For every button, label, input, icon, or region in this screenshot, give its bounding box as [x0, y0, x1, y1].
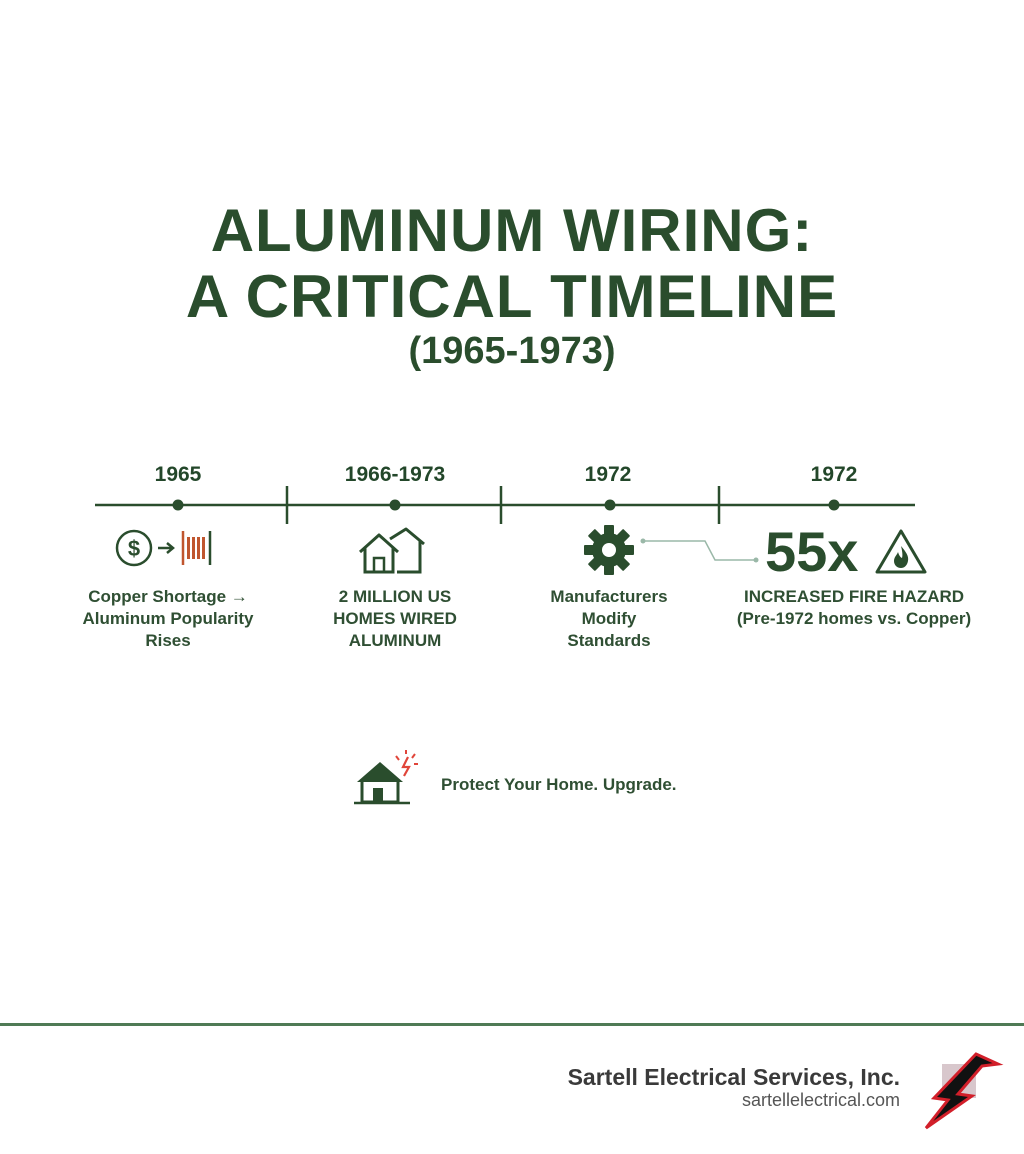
title-line-2: A CRITICAL TIMELINE — [185, 263, 839, 330]
desc-3-line-2: Modify — [581, 609, 637, 628]
timeline-dot-2 — [390, 500, 401, 511]
footer-divider — [0, 1023, 1024, 1026]
desc-2-line-3: ALUMINUM — [348, 631, 442, 650]
timeline-year-3: 1972 — [584, 463, 632, 486]
company-name: Sartell Electrical Services, Inc. — [567, 1064, 900, 1090]
desc-3-line-1: Manufacturers — [550, 587, 668, 606]
timeline-desc-3 — [489, 586, 729, 652]
fire-warning-icon — [874, 527, 928, 575]
timeline-year-2: 1966-1973 — [344, 463, 446, 486]
timeline-desc-1 — [48, 586, 288, 652]
cta-text: Protect Your Home. Upgrade. — [441, 775, 677, 794]
connector-dot-end — [754, 558, 759, 563]
connector-dot-start — [641, 539, 646, 544]
timeline-dot-3 — [605, 500, 616, 511]
desc-4-line-1: INCREASED FIRE HAZARD — [743, 587, 965, 606]
timeline-year-1: 1965 — [154, 463, 202, 486]
dollar-to-wire-icon — [114, 528, 218, 570]
title-line-1: ALUMINUM WIRING: — [210, 197, 814, 264]
timeline-dot-1 — [173, 500, 184, 511]
svg-text:$: $ — [127, 536, 141, 561]
fire-hazard-stat: 55x — [765, 520, 859, 583]
desc-1-line-1: Copper Shortage → — [88, 587, 248, 606]
desc-4-line-2: (Pre-1972 homes vs. Copper) — [736, 609, 972, 628]
website-link[interactable]: sartellelectrical.com — [741, 1090, 900, 1110]
timeline-year-4: 1972 — [810, 463, 858, 486]
lightning-bolt-logo — [918, 1048, 1004, 1134]
house-spark-icon — [352, 748, 422, 806]
timeline-dot-4 — [829, 500, 840, 511]
desc-2-line-2: HOMES WIRED — [333, 609, 457, 628]
desc-1-line-3: Rises — [145, 631, 191, 650]
connector-line — [643, 541, 756, 560]
desc-1-line-2: Aluminum Popularity — [82, 609, 254, 628]
gear-icon — [583, 524, 635, 576]
timeline-desc-4 — [724, 586, 984, 630]
desc-3-line-3: Standards — [567, 631, 651, 650]
houses-icon — [357, 526, 429, 576]
title-years: (1965-1973) — [408, 330, 616, 372]
timeline-desc-2 — [275, 586, 515, 652]
desc-2-line-1: 2 MILLION US — [338, 587, 452, 606]
